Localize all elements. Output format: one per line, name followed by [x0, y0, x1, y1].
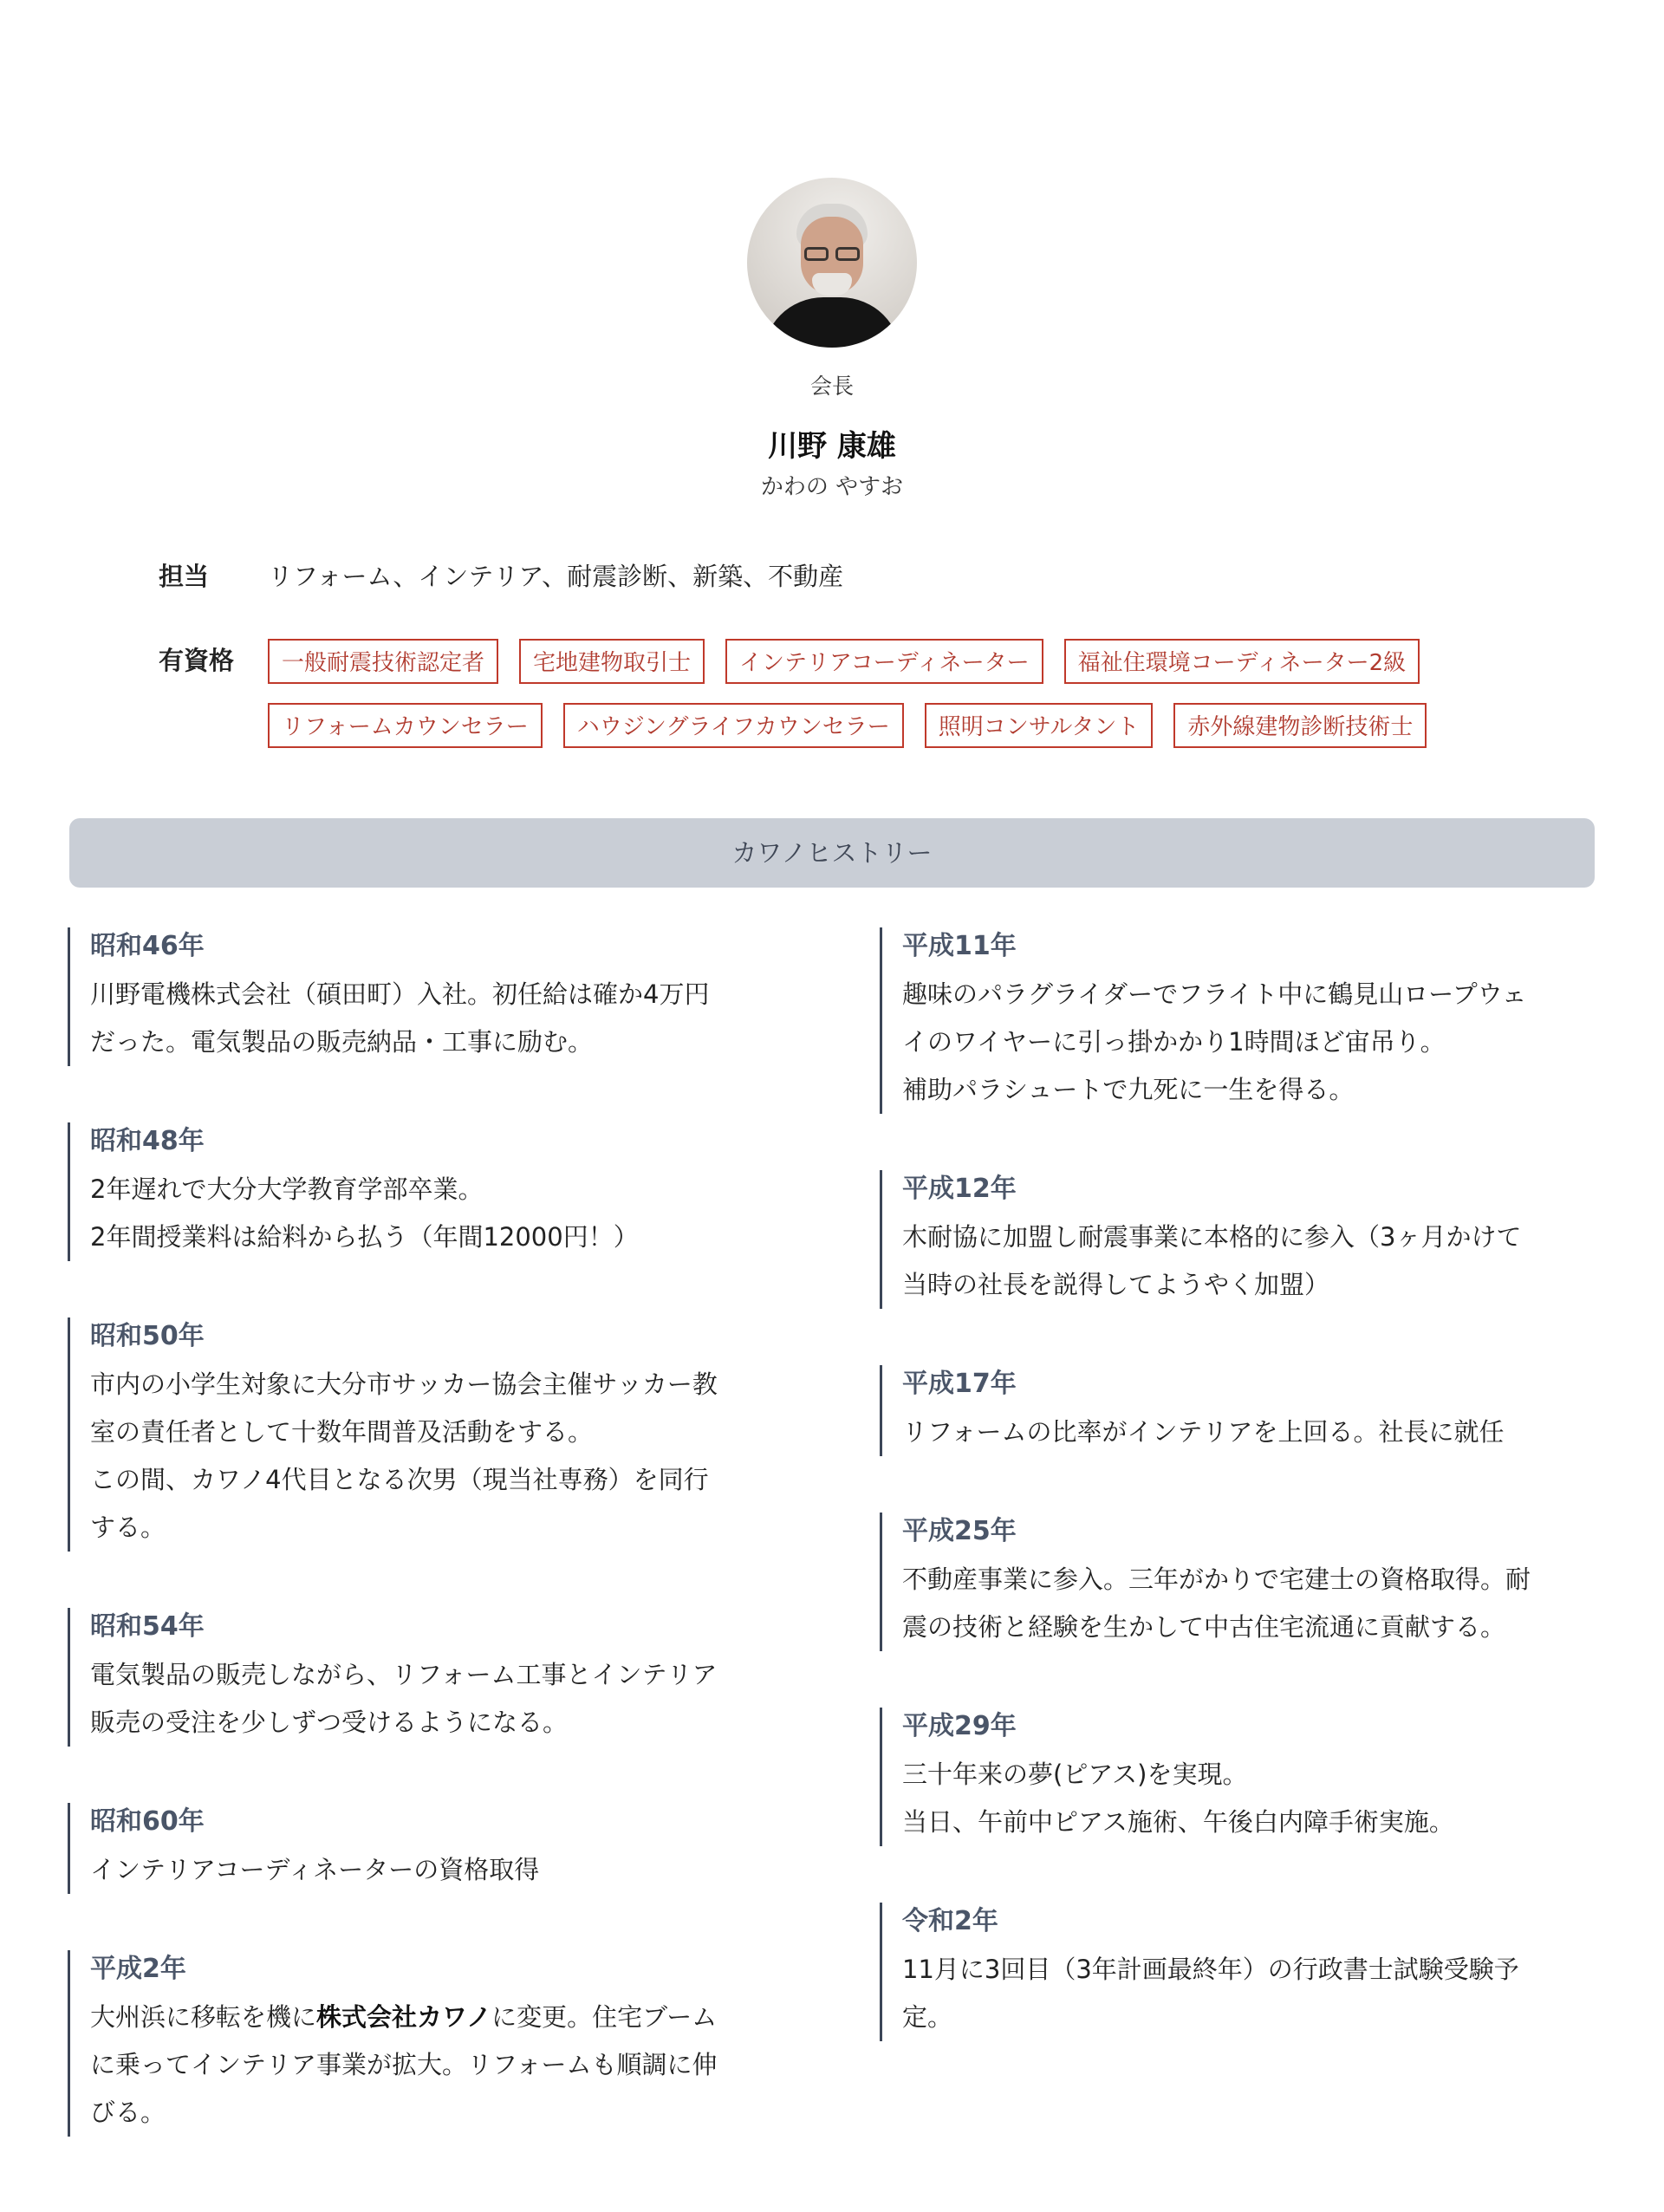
history-text: 不動産事業に参入。三年がかりで宅建士の資格取得。耐 [902, 1565, 1531, 1594]
history-entry [68, 927, 778, 1066]
history-year: 昭和60年 [90, 1806, 205, 1837]
qualification-tag: 一般耐震技術認定者 [268, 639, 498, 684]
history-heading: カワノヒストリー [69, 818, 1595, 888]
role-title: 会長 [809, 374, 854, 399]
history-entry [68, 1950, 778, 2137]
history-text: 11月に3回目（3年計画最終年）の行政書士試験受験予 [902, 1955, 1519, 1984]
history-entry [68, 1122, 778, 1261]
charge-label: 担当 [159, 562, 210, 591]
history-text: 室の責任者として十数年間普及活動をする。 [90, 1417, 594, 1447]
history-year: 平成29年 [902, 1711, 1017, 1741]
history-text: 川野電機株式会社（碩田町）入社。初任給は確か4万円 [90, 979, 710, 1009]
history-text: だった。電気製品の販売納品・工事に励む。 [90, 1027, 594, 1057]
qualifications-row [268, 639, 1542, 684]
qualification-tag: ハウジングライフカウンセラー [563, 703, 904, 748]
history-text [90, 1994, 778, 2041]
qualification-tag: 宅地建物取引士 [519, 639, 705, 684]
history-year: 昭和54年 [90, 1611, 205, 1642]
company-name: 株式会社カワノ [316, 2002, 492, 2032]
history-text: 三十年来の夢(ピアス)を実現。 [902, 1760, 1248, 1789]
history-year: 令和2年 [902, 1906, 998, 1936]
history-year: 平成25年 [902, 1516, 1017, 1546]
history-column-right [880, 927, 1590, 2098]
history-text: する。 [90, 1513, 166, 1542]
history-entry [68, 1317, 778, 1552]
history-text: 販売の受注を少しずつ受けるようになる。 [90, 1708, 569, 1737]
history-text: 電気製品の販売しながら、リフォーム工事とインテリア [90, 1660, 718, 1689]
qualification-tag: 赤外線建物診断技術士 [1173, 703, 1427, 748]
history-entry [880, 927, 1590, 1114]
history-year: 昭和46年 [90, 931, 205, 961]
history-column-left [68, 927, 778, 2193]
history-text: イのワイヤーに引っ掛かかり1時間ほど宙吊り。 [902, 1027, 1446, 1057]
history-text-part: 大州浜に移転を機に [90, 2002, 317, 2032]
history-entry [880, 1365, 1590, 1456]
history-year: 平成12年 [902, 1174, 1017, 1204]
history-year: 昭和50年 [90, 1321, 205, 1351]
history-text: びる。 [90, 2098, 166, 2127]
history-text-part: に変更。住宅ブーム [491, 2002, 718, 2032]
history-entry [880, 1513, 1590, 1651]
history-text: 2年遅れで大分大学教育学部卒業。 [90, 1174, 484, 1204]
history-entry [880, 1903, 1590, 2041]
qualification-tag: 照明コンサルタント [925, 703, 1154, 748]
history-text: 当日、午前中ピアス施術、午後白内障手術実施。 [902, 1807, 1454, 1837]
history-year: 平成17年 [902, 1369, 1017, 1399]
history-year: 平成11年 [902, 931, 1017, 961]
qualifications-row [268, 703, 1542, 748]
history-text: 2年間授業料は給料から払う（年間12000円！） [90, 1222, 639, 1252]
person-name: 川野 康雄 [768, 429, 896, 464]
history-entry [880, 1170, 1590, 1309]
history-text: 趣味のパラグライダーでフライト中に鶴見山ロープウェ [902, 979, 1527, 1009]
history-text: 市内の小学生対象に大分市サッカー協会主催サッカー教 [90, 1369, 718, 1399]
qualifications-list [268, 639, 1542, 767]
history-year: 昭和48年 [90, 1126, 205, 1156]
history-text: に乗ってインテリア事業が拡大。リフォームも順調に伸 [90, 2050, 718, 2079]
history-text: 震の技術と経験を生かして中古住宅流通に貢献する。 [902, 1612, 1506, 1642]
history-entry [68, 1803, 778, 1894]
qualification-tag: インテリアコーディネーター [725, 639, 1043, 684]
history-text: インテリアコーディネーターの資格取得 [90, 1855, 540, 1884]
qualifications-label: 有資格 [159, 646, 235, 675]
history-text: リフォームの比率がインテリアを上回る。社長に就任 [902, 1417, 1505, 1447]
profile-header [0, 178, 1664, 502]
history-entry [880, 1708, 1590, 1846]
charge-value: リフォーム、インテリア、耐震診断、新築、不動産 [268, 562, 844, 591]
person-name-kana: かわの やすお [760, 474, 904, 500]
history-text: 定。 [902, 2002, 953, 2032]
history-entry [68, 1608, 778, 1747]
history-text: 当時の社長を説得してようやく加盟） [902, 1270, 1330, 1299]
history-text: 補助パラシュートで九死に一生を得る。 [902, 1075, 1355, 1104]
history-year: 平成2年 [90, 1954, 186, 1984]
history-text: 木耐協に加盟し耐震事業に本格的に参入（3ヶ月かけて [902, 1222, 1522, 1252]
history-text: この間、カワノ4代目となる次男（現当社専務）を同行 [90, 1465, 709, 1494]
avatar [747, 178, 917, 348]
qualification-tag: リフォームカウンセラー [268, 703, 543, 748]
qualification-tag: 福祉住環境コーディネーター2級 [1064, 639, 1420, 684]
